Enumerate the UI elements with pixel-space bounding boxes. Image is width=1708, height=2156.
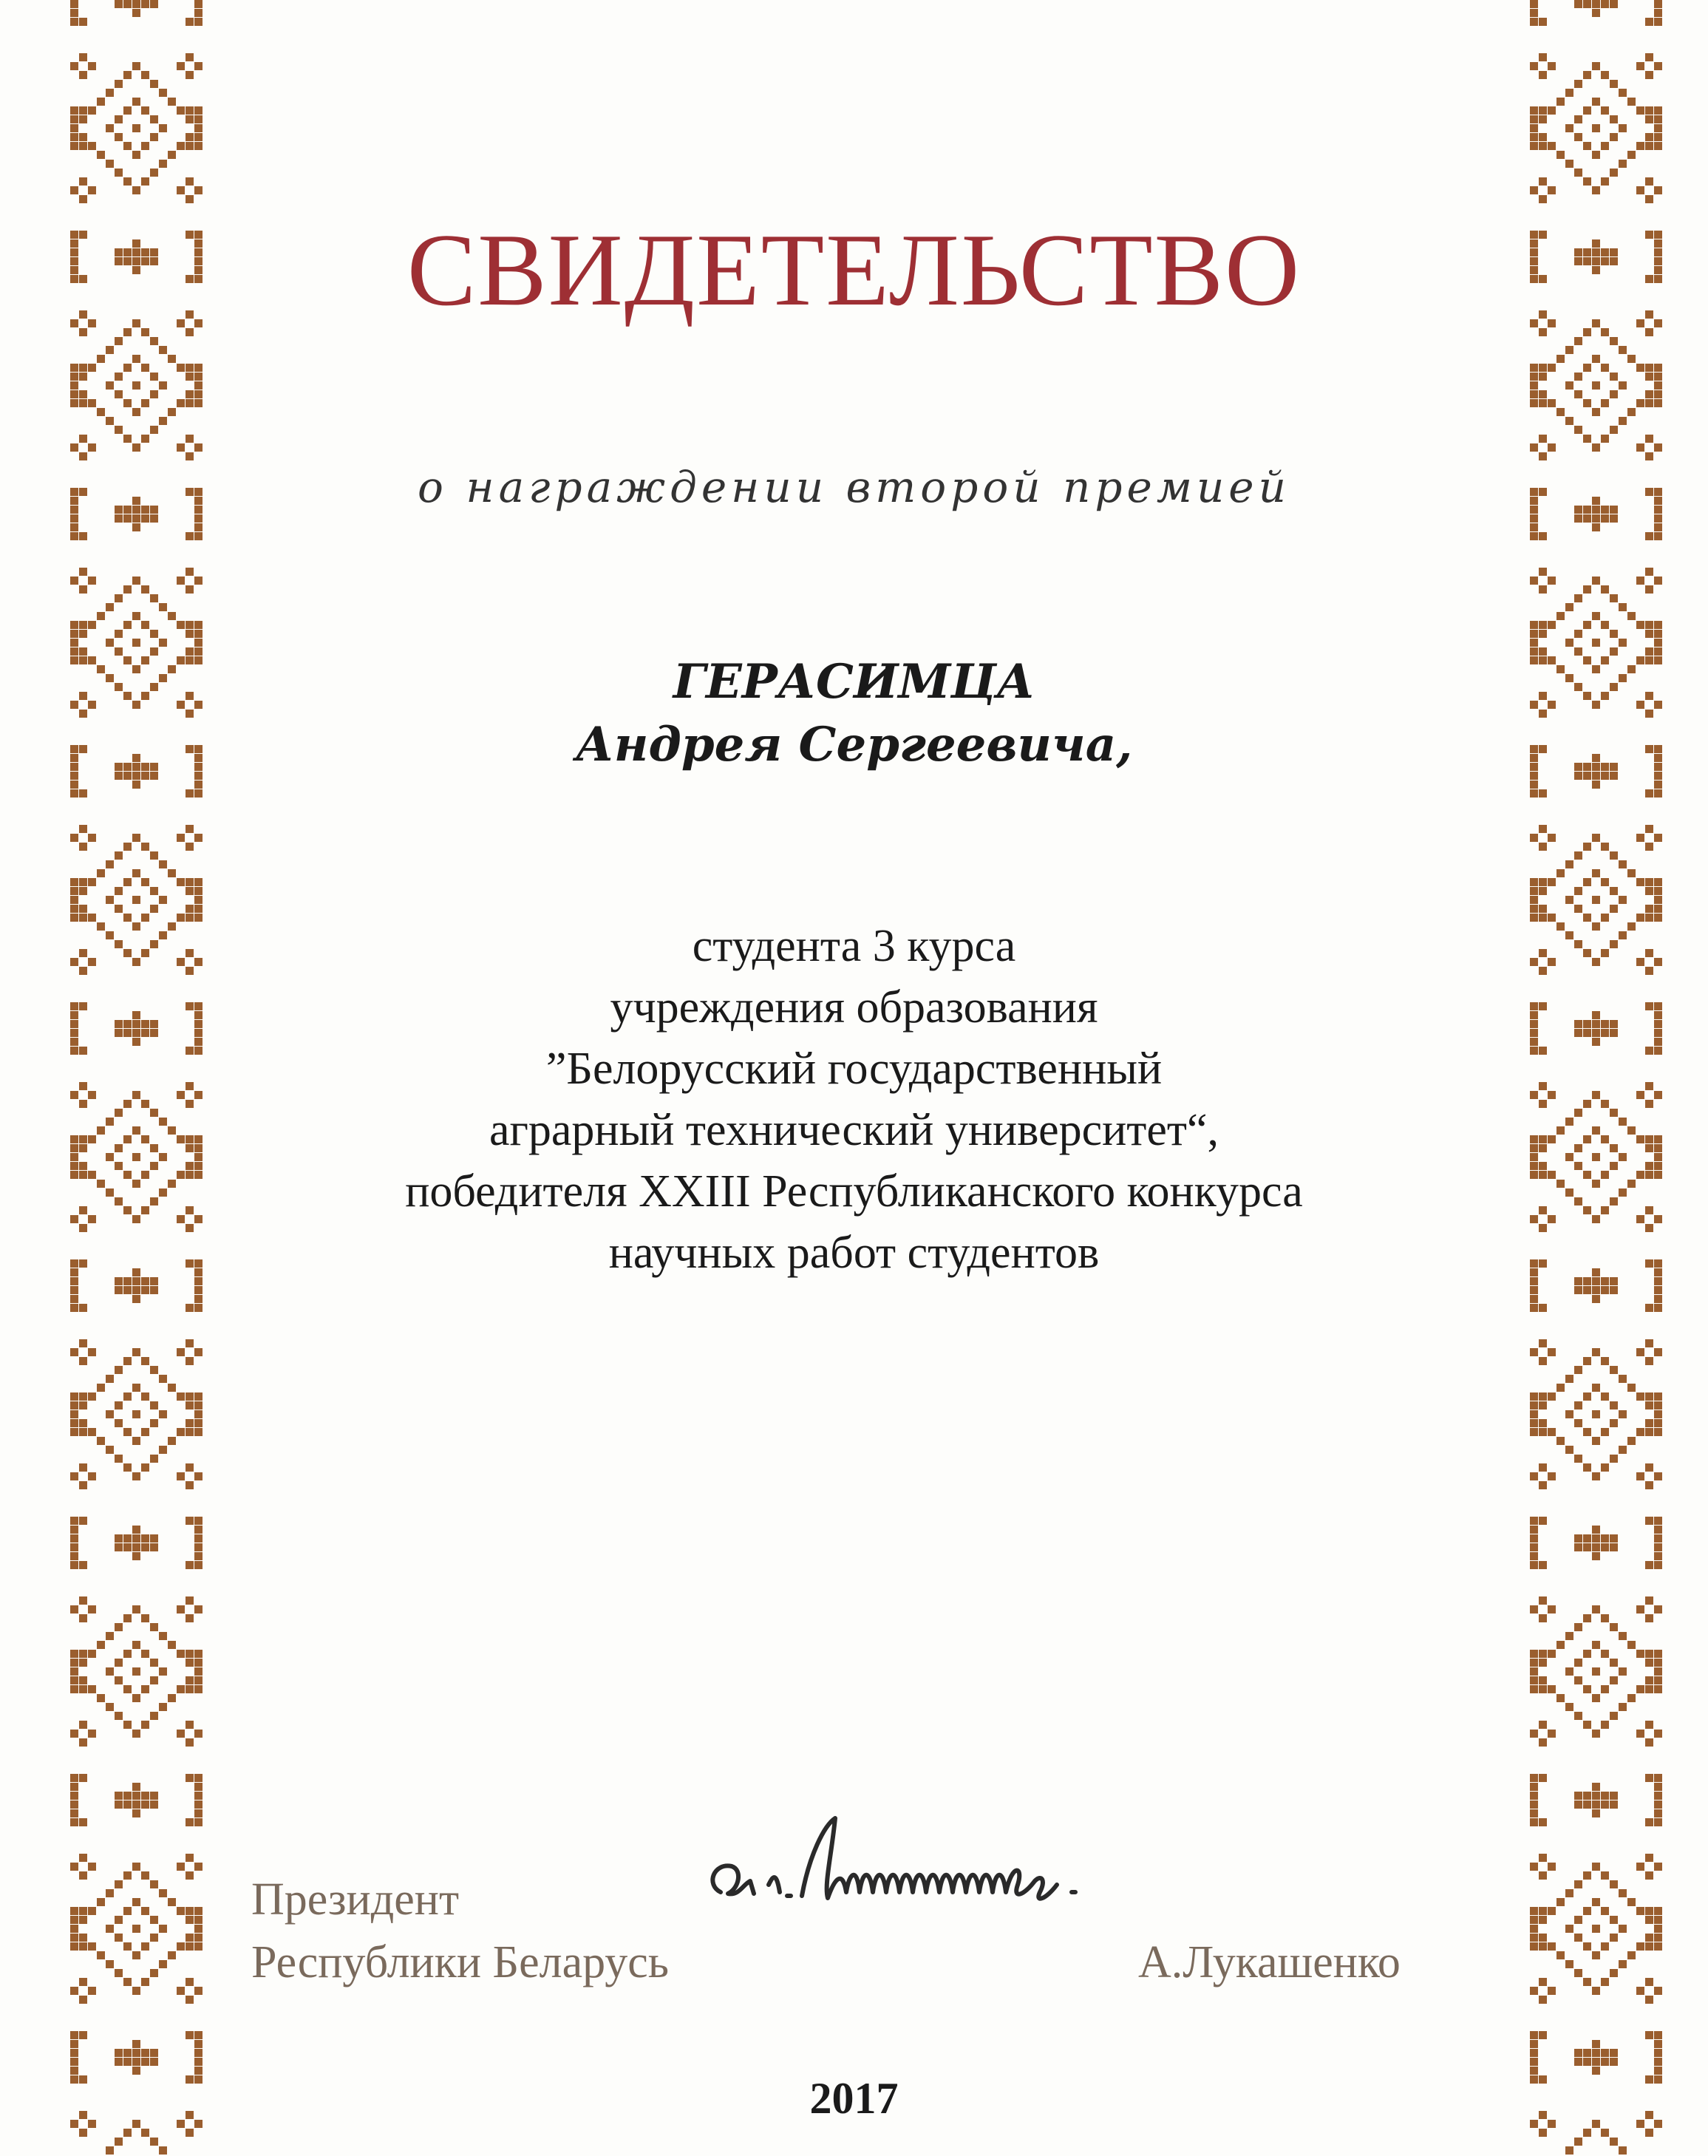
recipient-last-name: ГЕРАСИМЦА	[673, 654, 1035, 710]
signer-name: А.Лукашенко	[1138, 1937, 1401, 1987]
signer-title-line1: Президент	[251, 1874, 460, 1925]
certificate-title: СВИДЕТЕЛЬСТВО	[406, 213, 1302, 327]
body-line: ”Белорусский государственный	[545, 1044, 1163, 1094]
body-line: учреждения образования	[610, 982, 1098, 1033]
recipient-first-names: Андрея Сергеевича,	[575, 717, 1133, 772]
handwritten-signature	[698, 1811, 1171, 1944]
body-line: аграрный технический университет“,	[489, 1105, 1219, 1155]
body-line: студента 3 курса	[692, 921, 1016, 971]
body-line: научных работ студентов	[608, 1228, 1100, 1278]
body-line: победителя XXIII Республиканского конкурса	[405, 1166, 1303, 1217]
signer-title-line2: Республики Беларусь	[251, 1937, 670, 1987]
certificate-subtitle: о награждении второй премией	[418, 462, 1290, 512]
certificate-year: 2017	[809, 2074, 899, 2123]
